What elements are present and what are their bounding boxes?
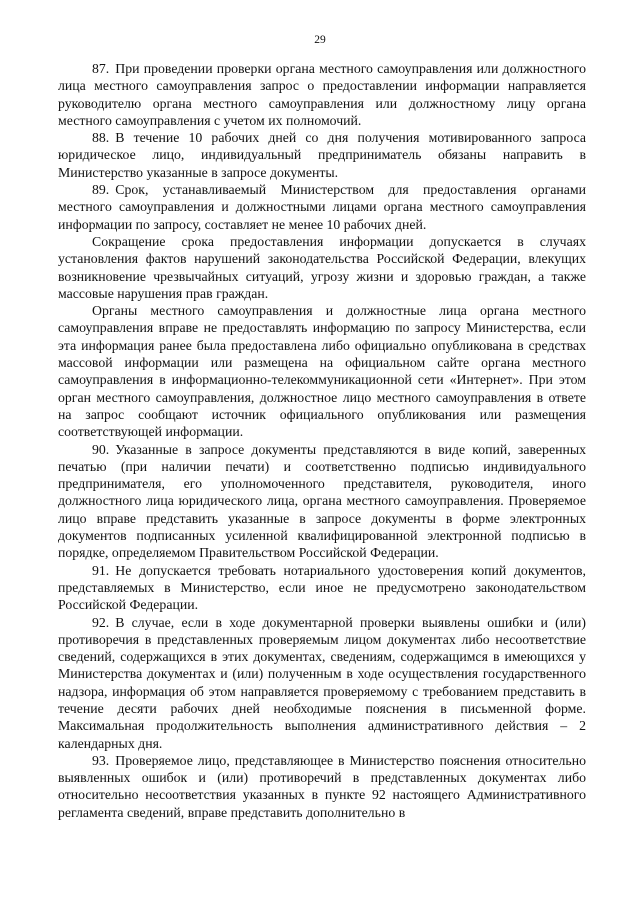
paragraph-text: Не допускается требовать нотариального удостоверения копий документов, представляемых в Министерство, если иное не предусмотрено законодательством Российской Федерации.: [58, 562, 586, 613]
paragraph-number: 90.: [92, 441, 110, 457]
paragraph-number: 87.: [92, 61, 110, 76]
paragraph-89: [58, 181, 586, 233]
paragraph-text: Сокращение срока предоставления информации допускается в случаях установления фактов нарушений законодательства Российской Федерации, влекущих возникновение чрезвычайных ситуаций, угрозу жизни и здоровью граждан, а также массовые нарушения прав граждан.: [58, 233, 586, 301]
paragraph-92: [58, 614, 586, 752]
paragraph-text: В случае, если в ходе документарной проверки выявлены ошибки и (или) противоречия в представленных проверяемым лицом документах либо несоответствие сведений, содержащихся в этих документах, сведениям, содержащимся в имеющихся у Министерства документах и (или) полученным в ходе осуществления государственного надзора, информация об этом направляется проверяемому с требованием представить в течение десяти рабочих дней необходимые пояснения в письменной форме. Максимальная продолжительность выполнения административного действия – 2 календарных дня.: [58, 614, 586, 751]
paragraph-90: [58, 441, 586, 562]
paragraph-number: 93.: [92, 752, 110, 768]
paragraph-number: 92.: [92, 614, 110, 630]
paragraph-93: [58, 752, 586, 821]
paragraph-text: При проведении проверки органа местного самоуправления или должностного лица местного самоуправления запрос о предоставлении информации направляется руководителю органа местного самоуправления или должностному лицу органа местного самоуправления с учетом их полномочий.: [58, 61, 586, 128]
paragraph-89-reduction: [58, 233, 586, 302]
paragraph-number: 89.: [92, 182, 110, 198]
page-number: 29: [314, 34, 326, 46]
paragraph-number: 88.: [92, 130, 110, 146]
paragraph-text: Органы местного самоуправления и должностные лица органа местного самоуправления вправе не предоставлять информацию по запросу Министерства, если эта информация ранее была предоставлена либо официально опубликована в средствах массовой информации или размещена на официальном сайте органа местного самоуправления в информационно-телекоммуникационной сети «Интернет». При этом орган местного самоуправления, должностное лицо местного самоуправления в ответе на запрос сообщают источник официального опубликования или размещения соответствующей информации.: [58, 303, 586, 440]
paragraph-number: 91.: [92, 562, 110, 578]
paragraph-91: [58, 562, 586, 614]
paragraph-89-exemption: [58, 302, 586, 440]
paragraph-text: Срок, устанавливаемый Министерством для предоставления органами местного самоуправления и должностными лицами органа местного самоуправления информации по запросу, составляет не менее 10 рабочих дней.: [58, 182, 586, 232]
document-body: [58, 60, 586, 821]
paragraph-87: [58, 60, 586, 129]
paragraph-text: Указанные в запросе документы представляются в виде копий, заверенных печатью (при наличии печати) и соответственно подписью индивидуального предпринимателя, его уполномоченного представителя, руководителя, иного должностного лица юридического лица, органа местного самоуправления. Проверяемое лицо вправе представить указанные в запросе документы в форме электронных документов подписанных усиленной квалифицированной электронной подписью в порядке, определяемом Правительством Российской Федерации.: [58, 441, 586, 561]
paragraph-text: Проверяемое лицо, представляющее в Министерство пояснения относительно выявленных ошибок и (или) противоречий в представленных документах либо относительно несоответствия указанных в пункте 92 настоящего Административного регламента сведений, вправе представить дополнительно в: [58, 752, 586, 820]
paragraph-text: В течение 10 рабочих дней со дня получения мотивированного запроса юридическое лицо, индивидуальный предприниматель обязаны направить в Министерство указанные в запросе документы.: [58, 130, 586, 180]
paragraph-88: [58, 129, 586, 181]
